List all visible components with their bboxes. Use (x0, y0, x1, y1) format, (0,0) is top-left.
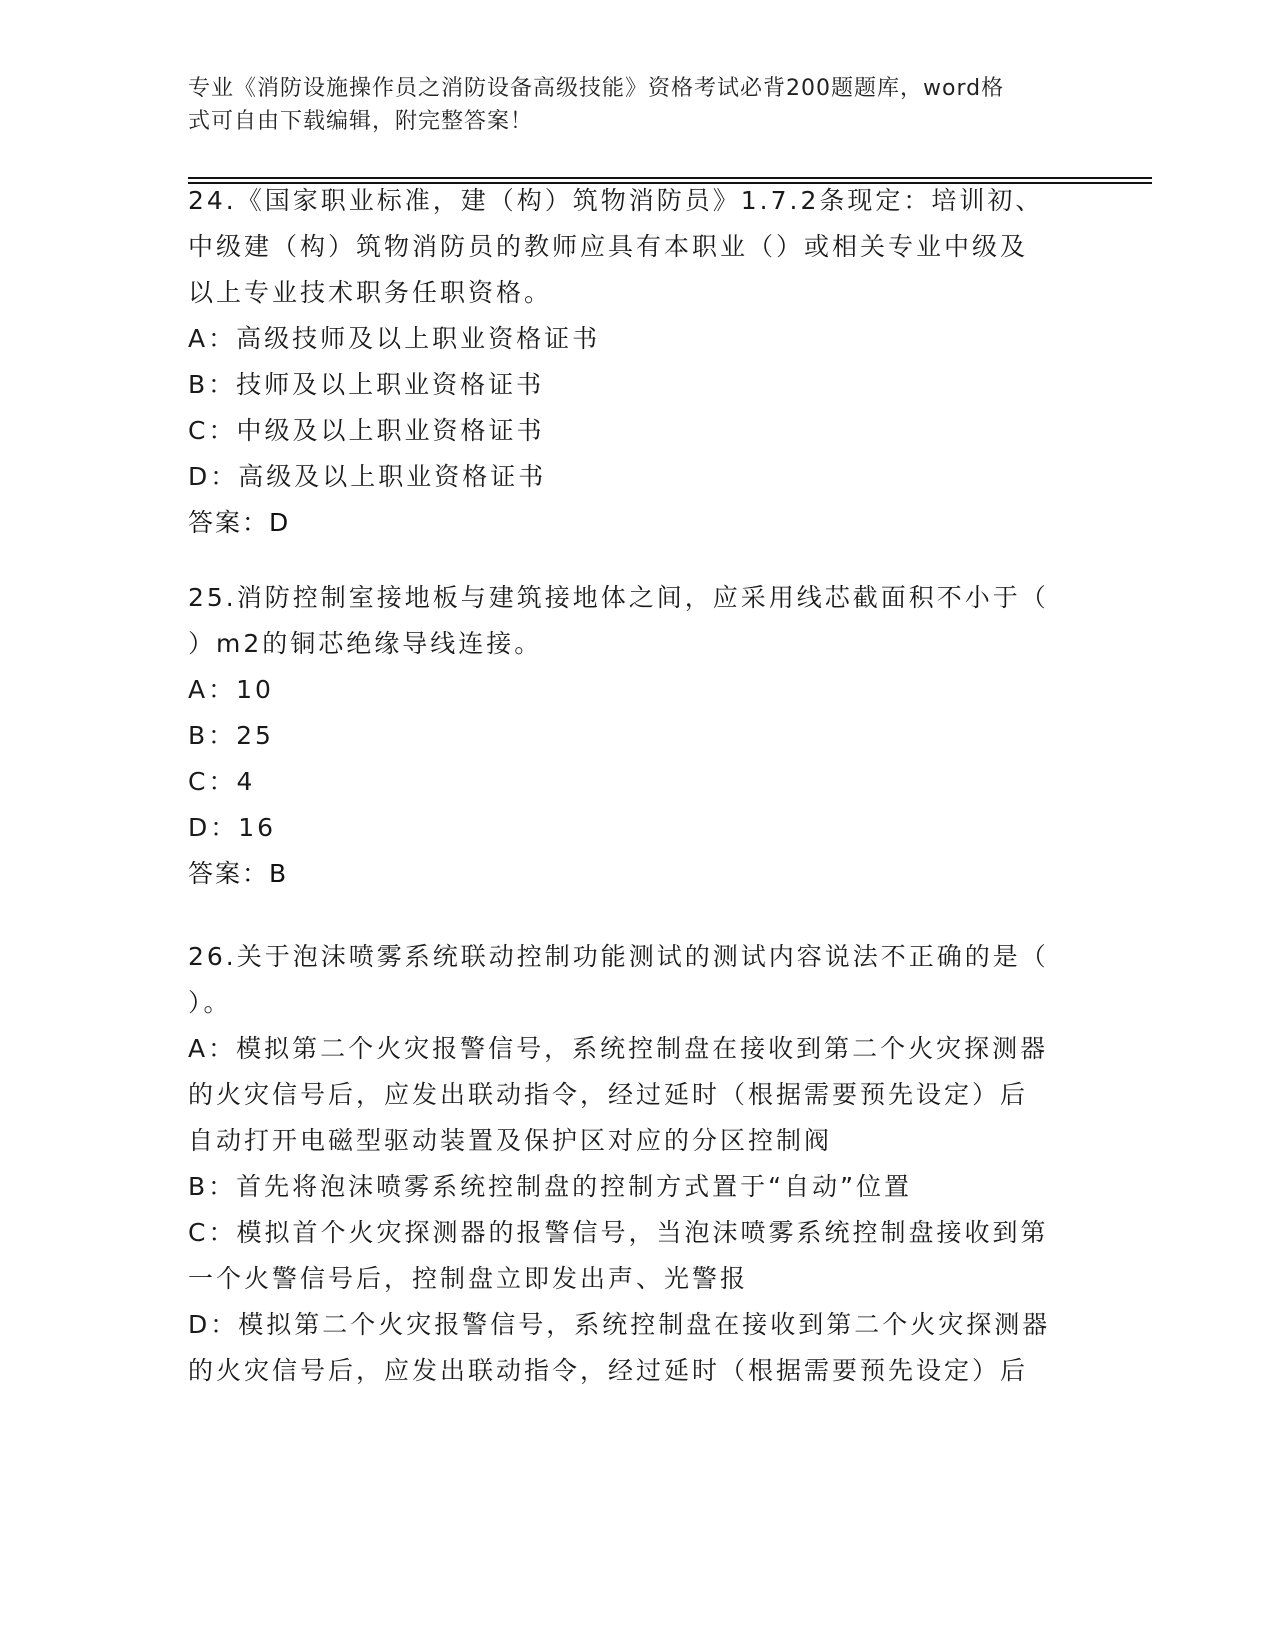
question-24 (188, 178, 1078, 546)
option-a: A：10 (188, 675, 274, 704)
answer-label: 答案：B (188, 859, 289, 888)
option-c-line: 一个火警信号后，控制盘立即发出声、光警报 (188, 1264, 749, 1293)
option-c-line: C：模拟首个火灾探测器的报警信号，当泡沫喷雾系统控制盘接收到第 (188, 1218, 1049, 1247)
question-stem-line: 24.《国家职业标准，建（构）筑物消防员》1.7.2条现定：培训初、 (188, 186, 1044, 215)
option-c: C：4 (188, 767, 256, 796)
question-stem-line: 26.关于泡沫喷雾系统联动控制功能测试的测试内容说法不正确的是（ (188, 942, 1049, 971)
option-b: B：25 (188, 721, 274, 750)
option-d: D：16 (188, 813, 277, 842)
question-stem-line: 25.消防控制室接地板与建筑接地体之间，应采用线芯截面积不小于（ (188, 583, 1049, 612)
question-stem-line: ）。 (188, 988, 232, 1017)
document-header (188, 72, 1068, 138)
answer-label: 答案：D (188, 508, 291, 537)
option-d-line: 的火灾信号后，应发出联动指令，经过延时（根据需要预先设定）后 (188, 1356, 1029, 1385)
header-line-1: 专业《消防设施操作员之消防设备高级技能》资格考试必背200题题库，word格 (188, 76, 1005, 101)
question-26 (188, 934, 1078, 1394)
question-stem-line: 中级建（构）筑物消防员的教师应具有本职业（）或相关专业中级及 (188, 232, 1029, 261)
question-25 (188, 575, 1078, 897)
option-c: C：中级及以上职业资格证书 (188, 416, 545, 445)
option-a-line: 的火灾信号后，应发出联动指令，经过延时（根据需要预先设定）后 (188, 1080, 1029, 1109)
question-stem-line: 以上专业技术职务任职资格。 (188, 278, 553, 307)
header-line-2: 式可自由下载编辑，附完整答案！ (188, 109, 534, 134)
option-b-line: B：首先将泡沫喷雾系统控制盘的控制方式置于“自动”位置 (188, 1172, 913, 1201)
option-d: D：高级及以上职业资格证书 (188, 462, 547, 491)
option-a-line: A：模拟第二个火灾报警信号，系统控制盘在接收到第二个火灾探测器 (188, 1034, 1049, 1063)
option-a: A：高级技师及以上职业资格证书 (188, 324, 601, 353)
question-stem-line: ）m2的铜芯绝缘导线连接。 (188, 629, 543, 658)
option-a-line: 自动打开电磁型驱动装置及保护区对应的分区控制阀 (188, 1126, 833, 1155)
option-d-line: D：模拟第二个火灾报警信号，系统控制盘在接收到第二个火灾探测器 (188, 1310, 1051, 1339)
option-b: B：技师及以上职业资格证书 (188, 370, 545, 399)
